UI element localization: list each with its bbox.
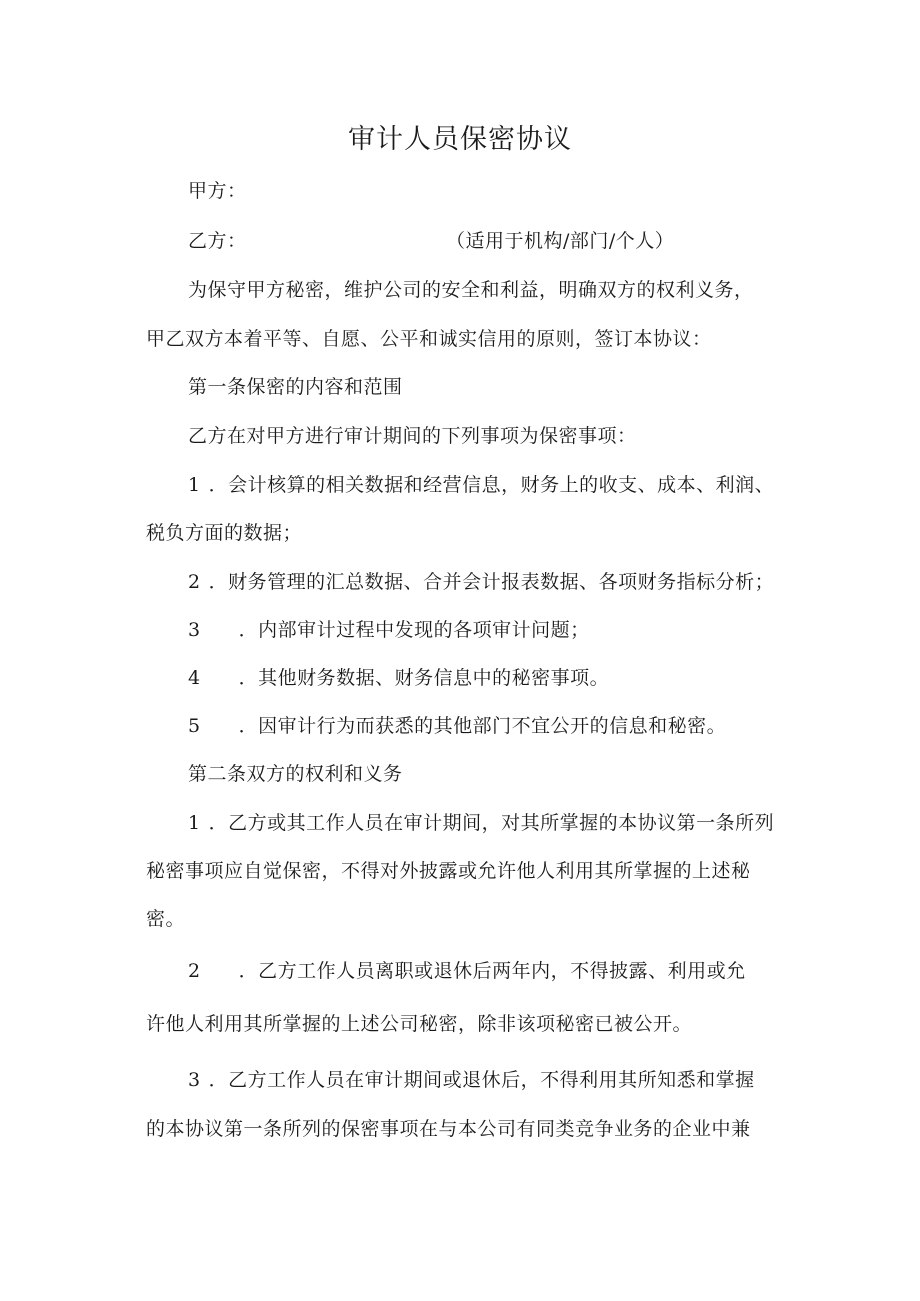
- item-text: ．财务管理的汇总数据、合并会计报表数据、各项财务指标分析；: [208, 571, 775, 593]
- party-a-label: 甲方：: [188, 180, 247, 202]
- art1-item-4: [188, 665, 609, 691]
- art2-item-1-cont-1: 秘密事项应自觉保密，不得对外披露或允许他人利用其所掌握的上述秘: [146, 860, 751, 882]
- item-number: 3: [188, 619, 201, 641]
- item-number: 2: [188, 571, 201, 593]
- item-text: ．其他财务数据、财务信息中的秘密事项。: [238, 667, 610, 689]
- item-text: ．乙方工作人员在审计期间或退休后，不得利用其所知悉和掌握: [208, 1069, 755, 1091]
- art1-item-3: [188, 617, 590, 643]
- item-number: 2: [188, 960, 201, 982]
- article-2-heading: 第二条双方的权利和义务: [188, 763, 403, 785]
- art2-item-2-cont: 许他人利用其所掌握的上述公司秘密，除非该项秘密已被公开。: [146, 1013, 693, 1035]
- intro-line-2: 甲乙双方本着平等、自愿、公平和诚实信用的原则，签订本协议：: [146, 328, 712, 350]
- art2-item-3-cont: 的本协议第一条所列的保密事项在与本公司有同类竞争业务的企业中兼: [146, 1118, 751, 1140]
- art1-item-2: [188, 569, 774, 595]
- art2-item-1-cont-2: 密。: [146, 908, 186, 930]
- art2-item-3: [188, 1067, 755, 1093]
- article-1-lead: 乙方在对甲方进行审计期间的下列事项为保密事项：: [188, 425, 637, 447]
- item-text: ．乙方或其工作人员在审计期间，对其所掌握的本协议第一条所列: [208, 812, 775, 834]
- item-number: 4: [188, 667, 201, 689]
- art2-item-2: [188, 958, 746, 984]
- art1-item-1: [188, 472, 774, 498]
- article-1-heading: 第一条保密的内容和范围: [188, 376, 403, 398]
- party-b-note: （适用于机构/部门/个人）: [446, 230, 675, 252]
- item-text: ．乙方工作人员离职或退休后两年内，不得披露、利用或允: [238, 960, 746, 982]
- item-number: 1: [188, 474, 201, 496]
- art2-item-1: [188, 810, 774, 836]
- document-title: 审计人员保密协议: [348, 124, 572, 155]
- item-text: ．因审计行为而获悉的其他部门不宜公开的信息和秘密。: [238, 715, 727, 737]
- art1-item-1-cont: 税负方面的数据；: [146, 522, 303, 544]
- intro-line-1: 为保守甲方秘密，维护公司的安全和利益，明确双方的权利义务，: [188, 279, 754, 301]
- party-b-label: 乙方：: [188, 230, 247, 252]
- item-number: 1: [188, 812, 201, 834]
- item-text: ．内部审计过程中发现的各项审计问题；: [238, 619, 590, 641]
- art1-item-5: [188, 713, 726, 739]
- item-number: 3: [188, 1069, 201, 1091]
- item-number: 5: [188, 715, 201, 737]
- item-text: ．会计核算的相关数据和经营信息，财务上的收支、成本、利润、: [208, 474, 775, 496]
